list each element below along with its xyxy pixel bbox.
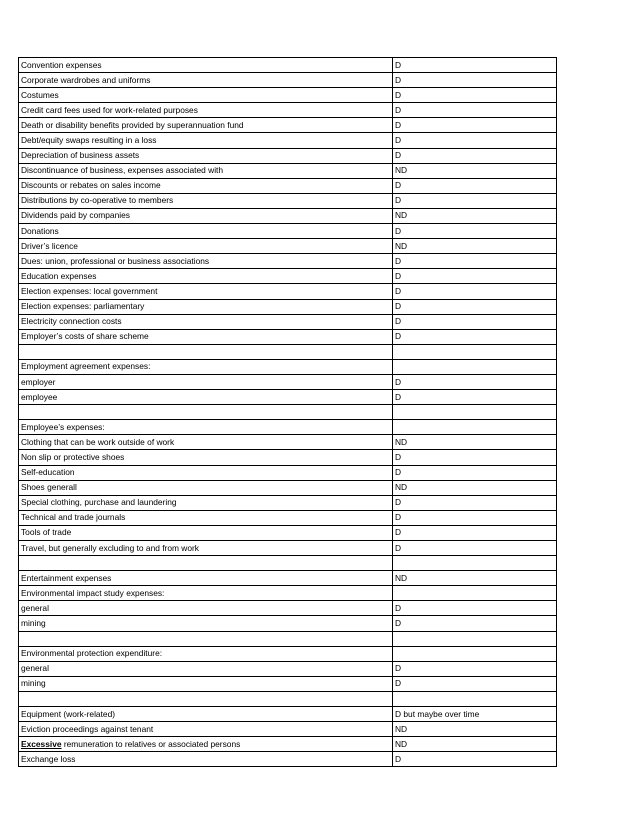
table-row (19, 707, 557, 722)
table-row (19, 420, 557, 435)
deductibility-cell: D (393, 601, 557, 616)
expense-item-cell: Clothing that can be work outside of work (19, 435, 393, 450)
expense-item-cell: Death or disability benefits provided by superannuation fund (19, 118, 393, 133)
table-row (19, 405, 557, 420)
table-row (19, 525, 557, 540)
table-row (19, 118, 557, 133)
table-row (19, 390, 557, 405)
deductibility-cell: D (393, 752, 557, 767)
expense-item-cell: general (19, 661, 393, 676)
deductibility-cell: D (393, 616, 557, 631)
expense-item-cell: Convention expenses (19, 58, 393, 73)
table-row (19, 571, 557, 586)
deductibility-cell: ND (393, 571, 557, 586)
expense-item-rest: remuneration to relatives or associated persons (61, 738, 241, 749)
deductibility-cell: D (393, 118, 557, 133)
table-row (19, 691, 557, 706)
emphasized-word: Excessive (21, 738, 62, 749)
table-row (19, 676, 557, 691)
expense-item-cell: Corporate wardrobes and uniforms (19, 73, 393, 88)
expense-item-cell: Exchange loss (19, 752, 393, 767)
table-row (19, 58, 557, 73)
deductibility-cell (393, 344, 557, 359)
expense-item-cell: Employment agreement expenses: (19, 359, 393, 374)
expense-item-cell: Dividends paid by companies (19, 208, 393, 223)
table-row (19, 314, 557, 329)
deductibility-cell (393, 420, 557, 435)
table-row (19, 737, 557, 752)
table-row (19, 541, 557, 556)
table-row (19, 178, 557, 193)
deductibility-cell: D (393, 224, 557, 239)
deductibility-cell (393, 691, 557, 706)
expense-deductibility-table (18, 57, 557, 767)
expense-item-cell (19, 631, 393, 646)
expense-item-cell: employee (19, 390, 393, 405)
expense-item-cell (19, 691, 393, 706)
table-row (19, 299, 557, 314)
expense-item-cell: mining (19, 676, 393, 691)
expense-item-cell: Entertainment expenses (19, 571, 393, 586)
expense-item-cell: Eviction proceedings against tenant (19, 722, 393, 737)
expense-item-cell: Technical and trade journals (19, 510, 393, 525)
table-row (19, 254, 557, 269)
deductibility-cell: ND (393, 480, 557, 495)
table-row (19, 103, 557, 118)
deductibility-cell: D (393, 541, 557, 556)
deductibility-cell: D (393, 148, 557, 163)
deductibility-cell: D (393, 510, 557, 525)
expense-item-cell: general (19, 601, 393, 616)
table-row (19, 208, 557, 223)
expense-item-cell: Tools of trade (19, 525, 393, 540)
table-body (19, 58, 557, 767)
expense-table-container (18, 57, 556, 767)
expense-item-cell: Depreciation of business assets (19, 148, 393, 163)
deductibility-cell: D (393, 495, 557, 510)
expense-item-cell: Costumes (19, 88, 393, 103)
table-row (19, 73, 557, 88)
expense-item-cell: Distributions by co-operative to members (19, 193, 393, 208)
table-row (19, 510, 557, 525)
expense-item-cell: employer (19, 374, 393, 389)
deductibility-cell: ND (393, 435, 557, 450)
table-row (19, 284, 557, 299)
deductibility-cell: D (393, 299, 557, 314)
expense-item-cell: Election expenses: parliamentary (19, 299, 393, 314)
deductibility-cell: D (393, 284, 557, 299)
expense-item-cell: Shoes generall (19, 480, 393, 495)
deductibility-cell: D (393, 178, 557, 193)
deductibility-cell: D (393, 661, 557, 676)
deductibility-cell (393, 586, 557, 601)
expense-item-cell: mining (19, 616, 393, 631)
table-row (19, 450, 557, 465)
expense-item-cell: Environmental impact study expenses: (19, 586, 393, 601)
expense-item-cell: Discounts or rebates on sales income (19, 178, 393, 193)
table-row (19, 495, 557, 510)
table-row (19, 193, 557, 208)
expense-item-cell: Dues: union, professional or business associations (19, 254, 393, 269)
expense-item-cell: Employer’s costs of share scheme (19, 329, 393, 344)
deductibility-cell (393, 646, 557, 661)
table-row (19, 163, 557, 178)
table-row (19, 752, 557, 767)
deductibility-cell: D (393, 465, 557, 480)
deductibility-cell: ND (393, 737, 557, 752)
deductibility-cell: D (393, 133, 557, 148)
deductibility-cell: ND (393, 722, 557, 737)
expense-item-cell: Special clothing, purchase and laundering (19, 495, 393, 510)
deductibility-cell: D (393, 193, 557, 208)
table-row (19, 133, 557, 148)
table-row (19, 88, 557, 103)
table-row (19, 661, 557, 676)
table-row (19, 646, 557, 661)
expense-item-cell: Employee’s expenses: (19, 420, 393, 435)
expense-item-cell: Travel, but generally excluding to and from work (19, 541, 393, 556)
table-row (19, 480, 557, 495)
table-row (19, 556, 557, 571)
deductibility-cell: D (393, 374, 557, 389)
deductibility-cell: D but maybe over time (393, 707, 557, 722)
deductibility-cell: D (393, 676, 557, 691)
table-row (19, 239, 557, 254)
table-row (19, 601, 557, 616)
expense-item-cell: Driver’s licence (19, 239, 393, 254)
deductibility-cell: D (393, 329, 557, 344)
deductibility-cell: D (393, 314, 557, 329)
expense-item-cell: Debt/equity swaps resulting in a loss (19, 133, 393, 148)
expense-item-cell (19, 556, 393, 571)
expense-item-cell: Environmental protection expenditure: (19, 646, 393, 661)
expense-item-cell: Education expenses (19, 269, 393, 284)
expense-item-cell: Discontinuance of business, expenses associated with (19, 163, 393, 178)
expense-item-cell: Election expenses: local government (19, 284, 393, 299)
deductibility-cell: D (393, 254, 557, 269)
table-row (19, 616, 557, 631)
deductibility-cell (393, 556, 557, 571)
expense-item-cell: Donations (19, 224, 393, 239)
expense-item-cell: Self-education (19, 465, 393, 480)
expense-item-cell: Equipment (work-related) (19, 707, 393, 722)
expense-item-cell (19, 344, 393, 359)
deductibility-cell (393, 631, 557, 646)
table-row (19, 148, 557, 163)
expense-item-cell: Electricity connection costs (19, 314, 393, 329)
table-row (19, 344, 557, 359)
deductibility-cell (393, 405, 557, 420)
table-row (19, 722, 557, 737)
table-row (19, 465, 557, 480)
deductibility-cell: D (393, 103, 557, 118)
table-row (19, 224, 557, 239)
deductibility-cell: ND (393, 239, 557, 254)
table-row (19, 631, 557, 646)
deductibility-cell: ND (393, 208, 557, 223)
deductibility-cell: D (393, 58, 557, 73)
deductibility-cell: D (393, 450, 557, 465)
deductibility-cell: D (393, 269, 557, 284)
expense-item-cell (19, 405, 393, 420)
expense-item-cell: Non slip or protective shoes (19, 450, 393, 465)
expense-item-cell (19, 737, 393, 752)
expense-item-cell: Credit card fees used for work-related purposes (19, 103, 393, 118)
table-row (19, 374, 557, 389)
deductibility-cell: ND (393, 163, 557, 178)
deductibility-cell: D (393, 73, 557, 88)
table-row (19, 359, 557, 374)
deductibility-cell: D (393, 88, 557, 103)
deductibility-cell: D (393, 390, 557, 405)
table-row (19, 269, 557, 284)
table-row (19, 329, 557, 344)
table-row (19, 586, 557, 601)
table-row (19, 435, 557, 450)
deductibility-cell: D (393, 525, 557, 540)
deductibility-cell (393, 359, 557, 374)
